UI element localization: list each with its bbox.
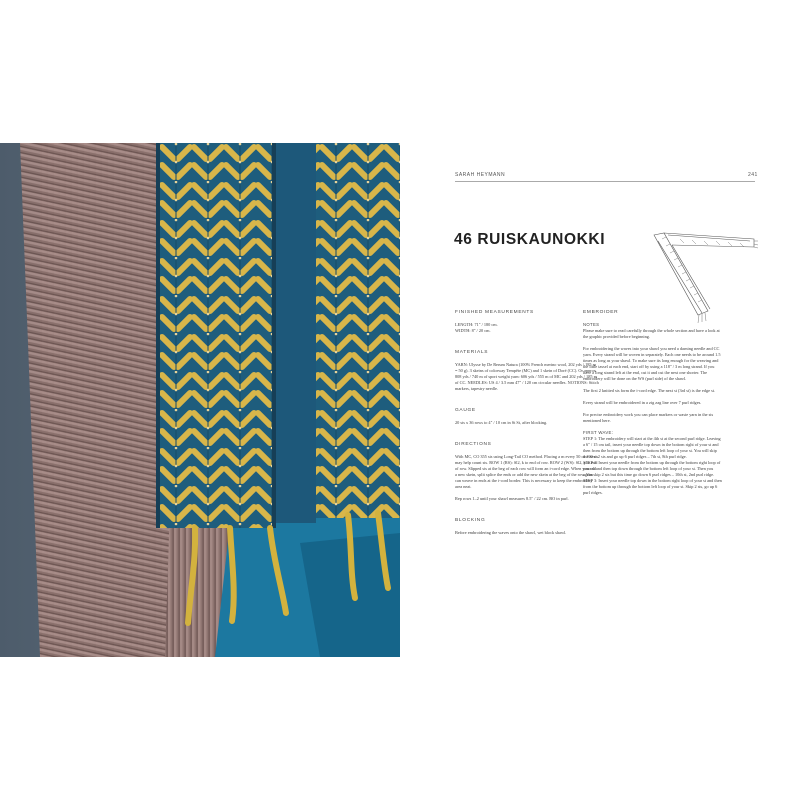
pattern-page: [400, 143, 800, 657]
directions-paragraph: Rep rows 1–2 until your shawl measures 8.5" / 22 cm. BO in purl.: [455, 496, 569, 501]
shawl-photo: [0, 143, 400, 657]
blocking-heading: BLOCKING: [455, 518, 486, 523]
embroider-paragraph: For embroidering the waves into your shawl you need a darning needle and CC yarn. Every strand will be woven in separately. Each one needs to be around 1.5 times as long as your shawl. To make sure its long enough for the weaving and the little tassel at each end, start off by using a 118" / 3 m long strand. If you have a long strand left at the end, cut it and cut the next one shorter. The embroidery will be done on the WS (purl side) of the shawl.: [583, 346, 721, 381]
wave-step: STEP 2: Insert your needle from the bottom up through the bottom right loop of your st and then top down through the bottom left loop of your st. Then you again skip 2 sts but this time go down 6 purl ridges – 10th st, 2nd purl ridge.: [583, 460, 721, 477]
measurement-width: WIDTH: 8" / 20 cm.: [455, 328, 491, 333]
embroider-paragraph: Please make sure to read carefully through the whole section and have a look at the graphic provided before beginning.: [583, 328, 720, 339]
directions-heading: DIRECTIONS: [455, 442, 492, 447]
right-column: [583, 310, 723, 502]
materials-text: YARN: Ulysse by De Rerum Natura (100% French merino wool, 202 yds / 185 m = 50 g). 3 skeins of colorway Tempête (MC) and 1 skein of Doré (CC). Or approx. 808 yds / 740 m of sport weight yarn: 606 yds / 555 m of MC and 202 yds / 185 m of CC. NEEDLES: US 4 / 3.5 mm 47" / 120 cm circular needles. NOTIONS: Stitch markers, tapestry needle.: [455, 362, 599, 391]
page-number: 241: [748, 172, 758, 178]
finished-measurements-heading: FINISHED MEASUREMENTS: [455, 310, 534, 315]
embroider-heading: EMBROIDER: [583, 310, 619, 315]
directions-paragraph: With MC, CO 355 sts using Long-Tail CO method. Placing a m every 50 or 100 sts may help count sts. ROW 1 (RS): Sl2, k to end of row. ROW 2 (WS): Sl2, p to end of row. Slipped sts at the beg of each row will form an i-cord edge. When you add a new skein, split splice the ends or add the new skein at the beg of the row. You can weave in ends at the i-cord border. This is necessary to keep the embroidery area neat.: [455, 454, 599, 489]
left-column: [455, 310, 599, 542]
embroider-paragraph: The first 2 knitted sts form the i-cord edge. The next st (3rd st) is the edge st.: [583, 388, 716, 393]
blocking-text: Before embroidering the waves onto the shawl, wet block shawl.: [455, 530, 567, 535]
book-spread: [0, 143, 800, 657]
embroider-paragraph: For precise embroidery work you can place markers or waste yarn in the sts mentioned here.: [583, 412, 714, 423]
wave-step: STEP 1: The embroidery will start at the 4th st at the second purl ridge. Leaving a 6" / 15 cm tail, insert your needle top down in the bottom right of your st and then from the bottom up through the bottom left loop of your st. You will skip the next 2 sts and go up 6 purl ridges – 7th st, 8th purl ridge.: [583, 436, 721, 459]
materials-heading: MATERIALS: [455, 350, 489, 355]
embroider-paragraph: Every strand will be embroidered in a zig zag line over 7 purl ridges.: [583, 400, 702, 405]
gauge-heading: GAUGE: [455, 408, 476, 413]
shawl-illustration: [0, 143, 400, 657]
notes-label: NOTES: [583, 322, 600, 327]
first-wave-label: FIRST WAVE:: [583, 430, 614, 435]
running-header-author: SARAH HEYMANN: [455, 172, 506, 178]
header-rule: [455, 181, 755, 182]
gauge-text: 20 sts x 36 rows to 4" / 10 cm in St St, after blocking.: [455, 420, 548, 425]
measurement-length: LENGTH: 71" / 180 cm.: [455, 322, 498, 327]
pattern-title: 46 RUISKAUNOKKI: [454, 231, 606, 248]
wave-step: STEP 3: Insert your needle top down in the bottom right loop of your st and then from the bottom up through the bottom left loop of your st. Skip 2 sts, go up 6 purl ridges.: [583, 478, 722, 495]
